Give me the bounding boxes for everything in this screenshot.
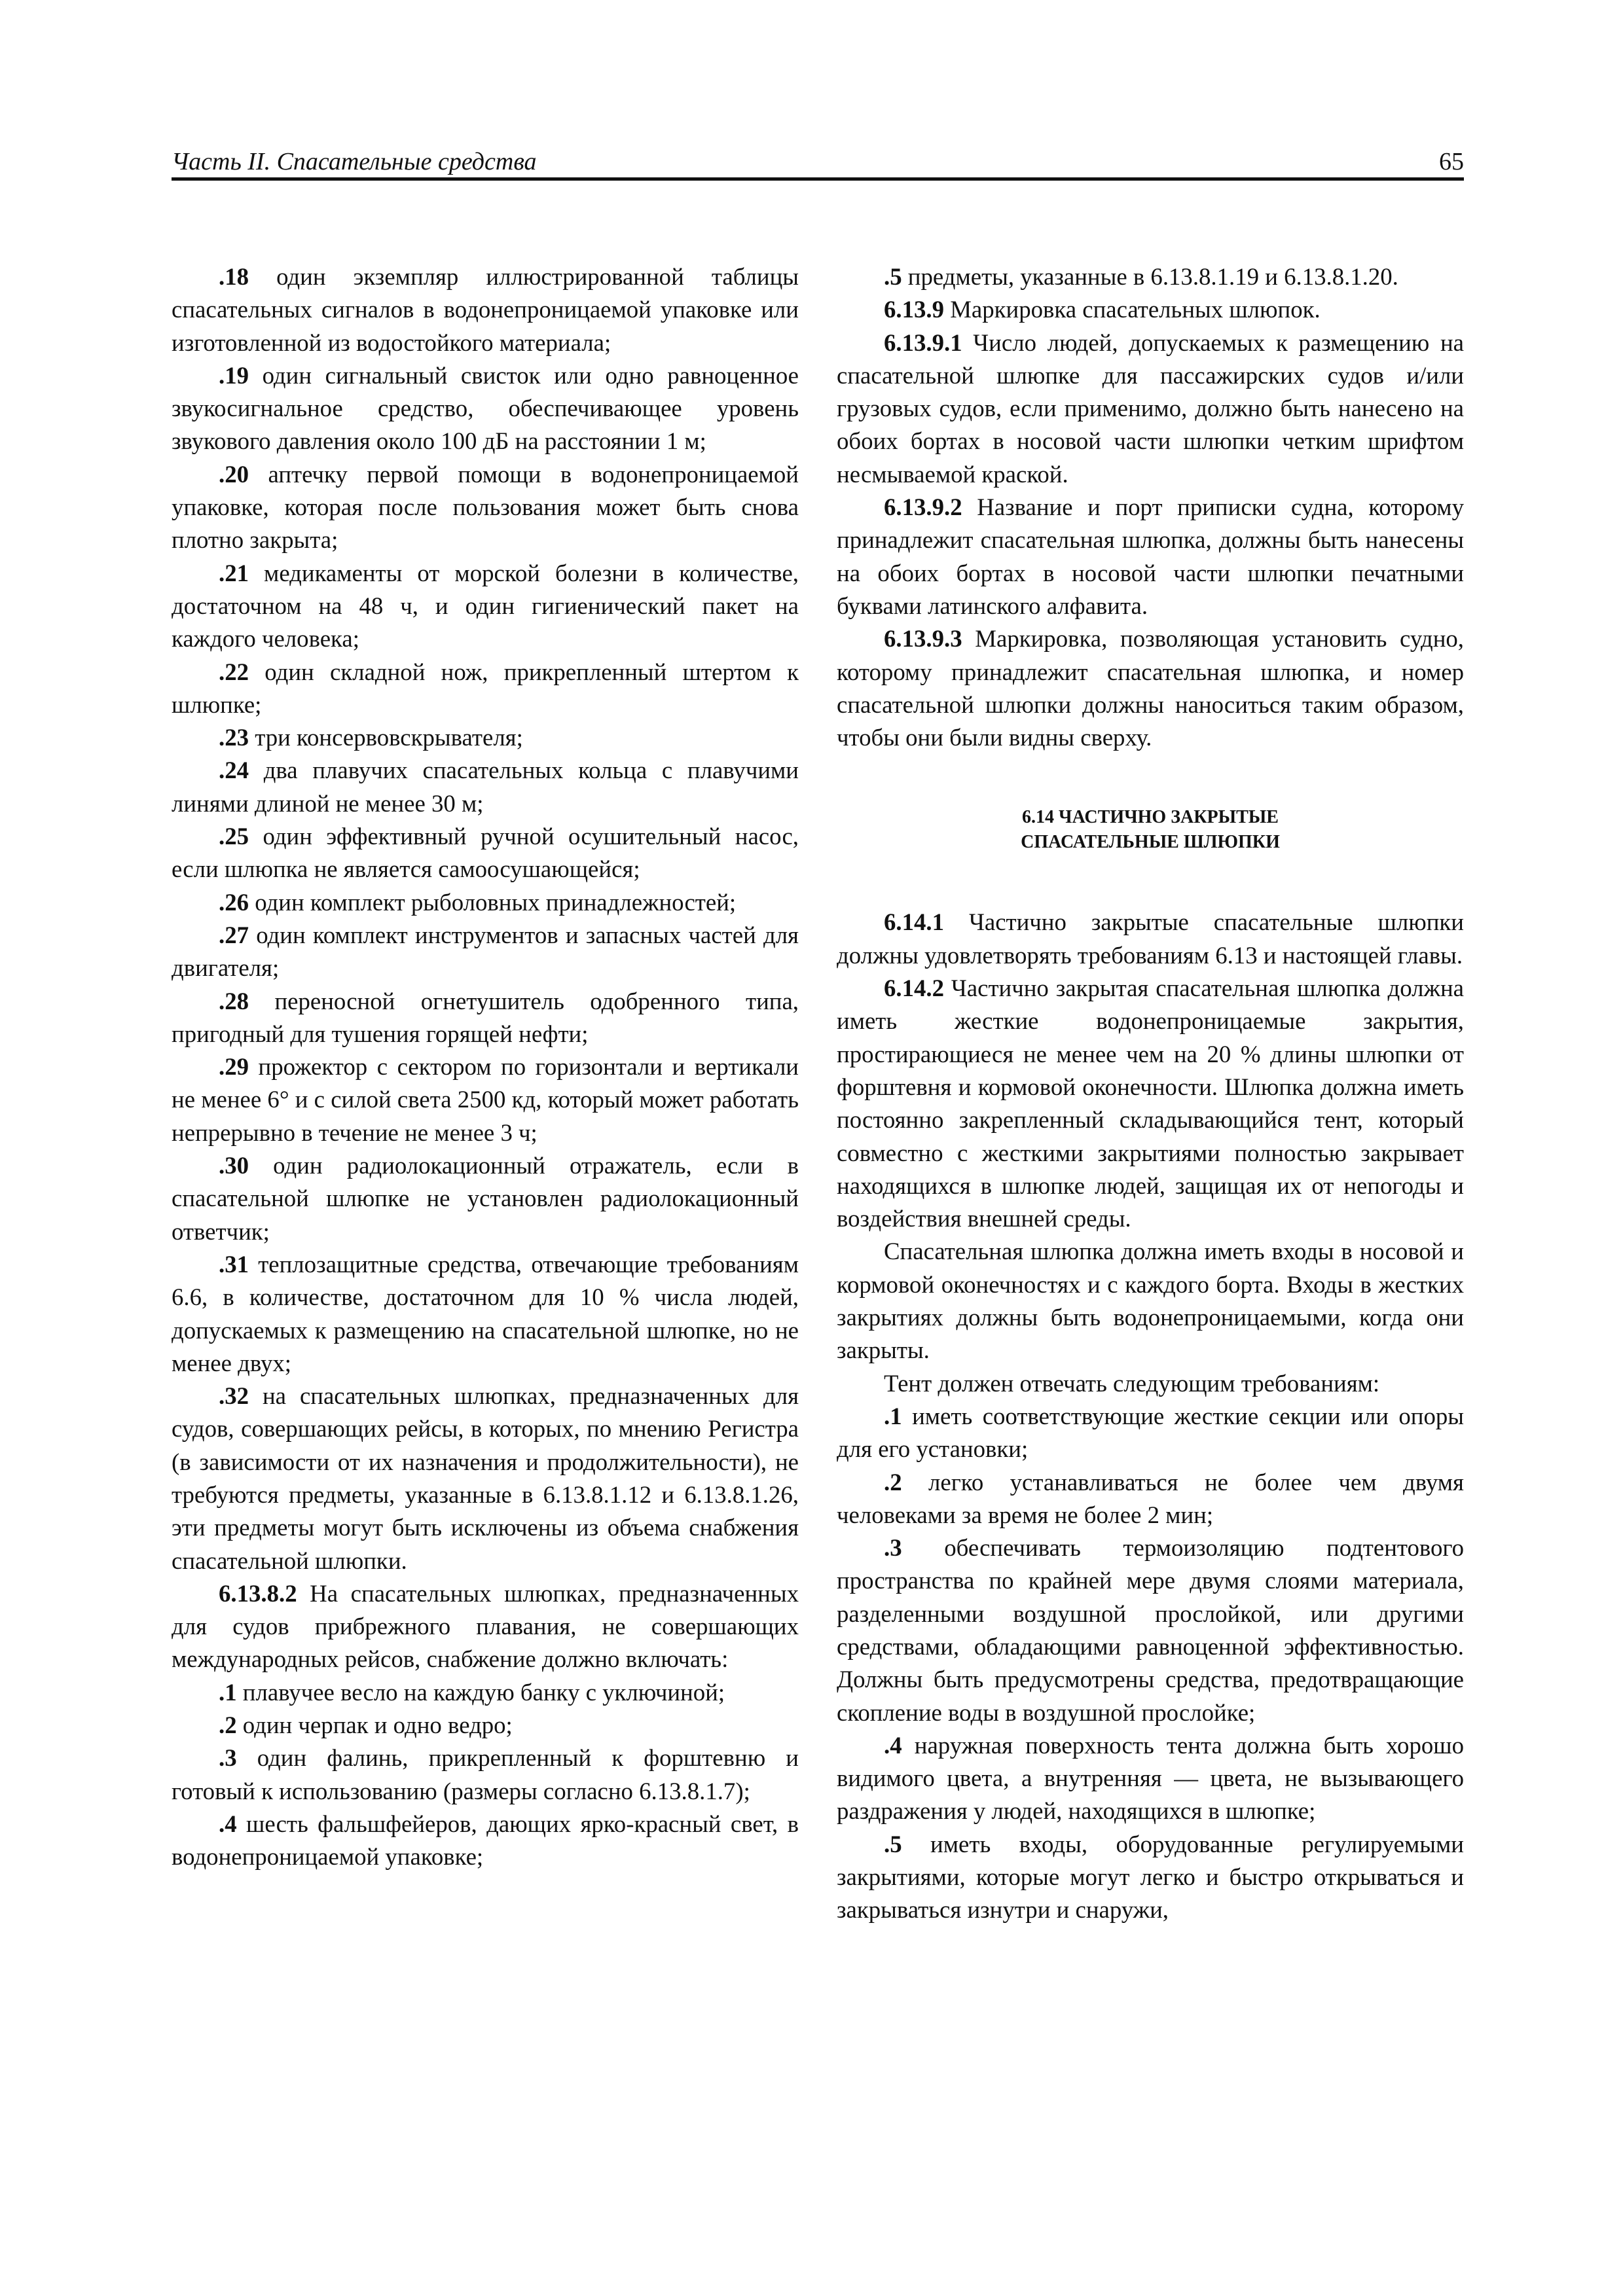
item-number: .19 <box>219 361 249 389</box>
paragraph-text: Спасательная шлюпка должна иметь входы в носовой и кормовой оконечностях и с каждого борта. Входы в жестких закрытиях должны быть водонепроницаемыми, когда они закрыты. <box>837 1238 1464 1364</box>
right-column-bottom <box>837 906 1464 1926</box>
paragraph <box>837 1532 1464 1729</box>
item-number: .3 <box>219 1744 237 1772</box>
paragraph <box>172 754 799 820</box>
paragraph-text: легко устанавливаться не более чем двумя человеками за время не более 2 мин; <box>837 1468 1464 1528</box>
paragraph <box>172 721 799 754</box>
paragraph <box>837 1466 1464 1532</box>
item-number: .21 <box>219 559 249 586</box>
right-column <box>837 260 1464 1927</box>
left-column <box>172 260 799 1874</box>
paragraph <box>837 1828 1464 1927</box>
item-number: .5 <box>884 1830 902 1857</box>
paragraph <box>172 1808 799 1874</box>
paragraph <box>837 327 1464 491</box>
paragraph-text: два плавучих спасательных кольца с плавучими линями длиной не менее 30 м; <box>172 757 799 817</box>
paragraph-text: Число людей, допускаемых к размещению на спасательной шлюпке для пассажирских судов и/или грузовых судов, если применимо, должно быть нанесено на обоих бортах в носовой части шлюпки четким шрифтом несмываемой краской. <box>837 329 1464 488</box>
paragraph-text: на спасательных шлюпках, предназначенных для судов, совершающих рейсы, в которых, по мнению Регистра (в зависимости от их назначения и продолжительности), не требуются предметы, указанные в 6.13.8.1.12 и 6.13.8.1.26, эти предметы могут быть исключены из объема снабжения спасательной шлюпки. <box>172 1382 799 1574</box>
item-number: .31 <box>219 1250 249 1278</box>
item-number: .2 <box>219 1712 237 1739</box>
paragraph-text: один фалинь, прикрепленный к форштевню и готовый к использованию (размеры согласно 6.13.8.1.7); <box>172 1744 799 1804</box>
paragraph <box>172 1709 799 1742</box>
paragraph <box>172 260 799 359</box>
paragraph <box>837 1400 1464 1466</box>
paragraph-text: один складной нож, прикрепленный штертом к шлюпке; <box>172 658 799 718</box>
paragraph-text: аптечку первой помощи в водонепроницаемой упаковке, которая после пользования может быть снова плотно закрыта; <box>172 460 799 554</box>
item-number: .1 <box>219 1678 237 1706</box>
paragraph-text: один радиолокационный отражатель, если в спасательной шлюпке не установлен радиолокационный ответчик; <box>172 1152 799 1245</box>
item-number: 6.14.2 <box>884 975 944 1002</box>
paragraph <box>172 1577 799 1676</box>
paragraph-text: Маркировка, позволяющая установить судно, которому принадлежит спасательная шлюпка, и номер спасательной шлюпки должны наноситься таким образом, чтобы они были видны сверху. <box>837 625 1464 751</box>
paragraph-text: Частично закрытая спасательная шлюпка должна иметь жесткие водонепроницаемые закрытия, простирающиеся не менее чем на 20 % длины шлюпки от форштевня и кормовой оконечности. Шлюпка должна иметь постоянно закрепленный складывающийся тент, который совместно с жесткими закрытиями полностью закрывает находящихся в шлюпке людей, защищая их от непогоды и воздействия внешней среды. <box>837 975 1464 1232</box>
paragraph <box>837 906 1464 972</box>
item-number: .27 <box>219 921 249 948</box>
paragraph-text: наружная поверхность тента должна быть хорошо видимого цвета, а внутренняя — цвета, не вызывающего раздражения у людей, находящихся в шлюпке; <box>837 1731 1464 1825</box>
paragraph-text: переносной огнетушитель одобренного типа, пригодный для тушения горящей нефти; <box>172 987 799 1047</box>
item-number: 6.14.1 <box>884 908 944 936</box>
item-number: .20 <box>219 460 249 488</box>
item-number: .5 <box>884 263 902 290</box>
paragraph <box>837 622 1464 754</box>
paragraph-text: один черпак и одно ведро; <box>236 1712 513 1739</box>
item-number: .30 <box>219 1152 249 1179</box>
item-number: .18 <box>219 263 249 290</box>
paragraph-text: один экземпляр иллюстрированной таблицы спасательных сигналов в водонепроницаемой упаковке или изготовленной из водостойкого материала; <box>172 263 799 356</box>
item-number: 6.13.9.3 <box>884 625 962 653</box>
paragraph <box>172 820 799 886</box>
item-number: .28 <box>219 987 249 1014</box>
item-number: .4 <box>219 1810 237 1837</box>
paragraph <box>172 557 799 656</box>
item-number: .29 <box>219 1053 249 1081</box>
paragraph-text: Тент должен отвечать следующим требованиям: <box>884 1369 1380 1397</box>
paragraph <box>837 972 1464 1235</box>
paragraph-text: предметы, указанные в 6.13.8.1.19 и 6.13.8.1.20. <box>902 263 1398 290</box>
paragraph <box>172 458 799 557</box>
paragraph <box>837 1367 1464 1400</box>
paragraph <box>172 985 799 1051</box>
paragraph-text: один сигнальный свисток или одно равноценное звукосигнальное средство, обеспечивающее уровень звукового давления около 100 дБ на расстоянии 1 м; <box>172 361 799 455</box>
item-number: .1 <box>884 1402 902 1429</box>
paragraph <box>837 491 1464 622</box>
paragraph-text: один эффективный ручной осушительный насос, если шлюпка не является самоосушающейся; <box>172 823 799 883</box>
paragraph-text: один комплект инструментов и запасных частей для двигателя; <box>172 921 799 982</box>
header-rule <box>172 177 1464 181</box>
item-number: 6.13.9 <box>884 296 944 323</box>
paragraph <box>172 359 799 458</box>
paragraph <box>172 919 799 985</box>
page-number: 65 <box>1439 148 1464 175</box>
section-heading <box>837 805 1464 855</box>
paragraph-text: один комплект рыболовных принадлежностей; <box>249 888 737 916</box>
item-number: .25 <box>219 823 249 850</box>
paragraph <box>172 886 799 919</box>
page-header <box>172 145 1464 178</box>
paragraph-text: Название и порт приписки судна, которому принадлежит спасательная шлюпка, должны быть нанесены на обоих бортах в носовой части шлюпки печатными буквами латинского алфавита. <box>837 493 1464 619</box>
paragraph <box>172 1380 799 1577</box>
paragraph <box>837 1235 1464 1367</box>
paragraph-text: На спасательных шлюпках, предназначенных для судов прибрежного плавания, не совершающих международных рейсов, снабжение должно включать: <box>172 1579 799 1673</box>
section-title-line1: 6.14 ЧАСТИЧНО ЗАКРЫТЫЕ <box>1022 807 1279 828</box>
paragraph-text: теплозащитные средства, отвечающие требованиям 6.6, в количестве, достаточном для 10 % числа людей, допускаемых к размещению на спасательной шлюпке, но не менее двух; <box>172 1250 799 1376</box>
paragraph-text: три консервовскрывателя; <box>249 724 523 751</box>
item-number: .3 <box>884 1534 902 1562</box>
paragraph <box>837 260 1464 293</box>
paragraph-text: медикаменты от морской болезни в количестве, достаточном на 48 ч, и один гигиенический пакет на каждого человека; <box>172 559 799 653</box>
item-number: .2 <box>884 1468 902 1496</box>
section-title-line2: СПАСАТЕЛЬНЫЕ ШЛЮПКИ <box>1021 832 1280 853</box>
paragraph <box>172 1742 799 1808</box>
item-number: .32 <box>219 1382 249 1410</box>
paragraph-text: обеспечивать термоизоляцию подтентового пространства по крайней мере двумя слоями материала, разделенными воздушной прослойкой, или другими средствами, обладающими равноценной эффективностью. Должны быть предусмотрены средства, предотвращающие скопление воды в воздушной прослойке; <box>837 1534 1464 1726</box>
item-number: 6.13.9.2 <box>884 493 962 521</box>
paragraph <box>172 656 799 722</box>
paragraph <box>172 1676 799 1709</box>
paragraph-text: иметь соответствующие жесткие секции или опоры для его установки; <box>837 1402 1464 1463</box>
paragraph <box>172 1248 799 1380</box>
item-number: .24 <box>219 757 249 784</box>
paragraph-text: Частично закрытые спасательные шлюпки должны удовлетворять требованиям 6.13 и настоящей главы. <box>837 908 1464 969</box>
paragraph-text: Маркировка спасательных шлюпок. <box>944 296 1321 323</box>
item-number: .23 <box>219 724 249 751</box>
paragraph <box>837 293 1464 326</box>
paragraph-text: иметь входы, оборудованные регулируемыми закрытиями, которые могут легко и быстро открываться и закрываться изнутри и снаружи, <box>837 1830 1464 1924</box>
paragraph-text: прожектор с сектором по горизонтали и вертикали не менее 6° и с силой света 2500 кд, который может работать непрерывно в течение не менее 3 ч; <box>172 1053 799 1146</box>
item-number: .4 <box>884 1731 902 1759</box>
paragraph-text: плавучее весло на каждую банку с уключиной; <box>236 1678 725 1706</box>
paragraph <box>837 1729 1464 1828</box>
paragraph <box>172 1050 799 1149</box>
item-number: 6.13.9.1 <box>884 329 962 356</box>
item-number: 6.13.8.2 <box>219 1579 297 1607</box>
item-number: .26 <box>219 888 249 916</box>
running-title: Часть II. Спасательные средства <box>172 148 537 175</box>
paragraph <box>172 1149 799 1248</box>
paragraph-text: шесть фальшфейеров, дающих ярко-красный свет, в водонепроницаемой упаковке; <box>172 1810 799 1871</box>
item-number: .22 <box>219 658 249 685</box>
right-column-top <box>837 260 1464 754</box>
